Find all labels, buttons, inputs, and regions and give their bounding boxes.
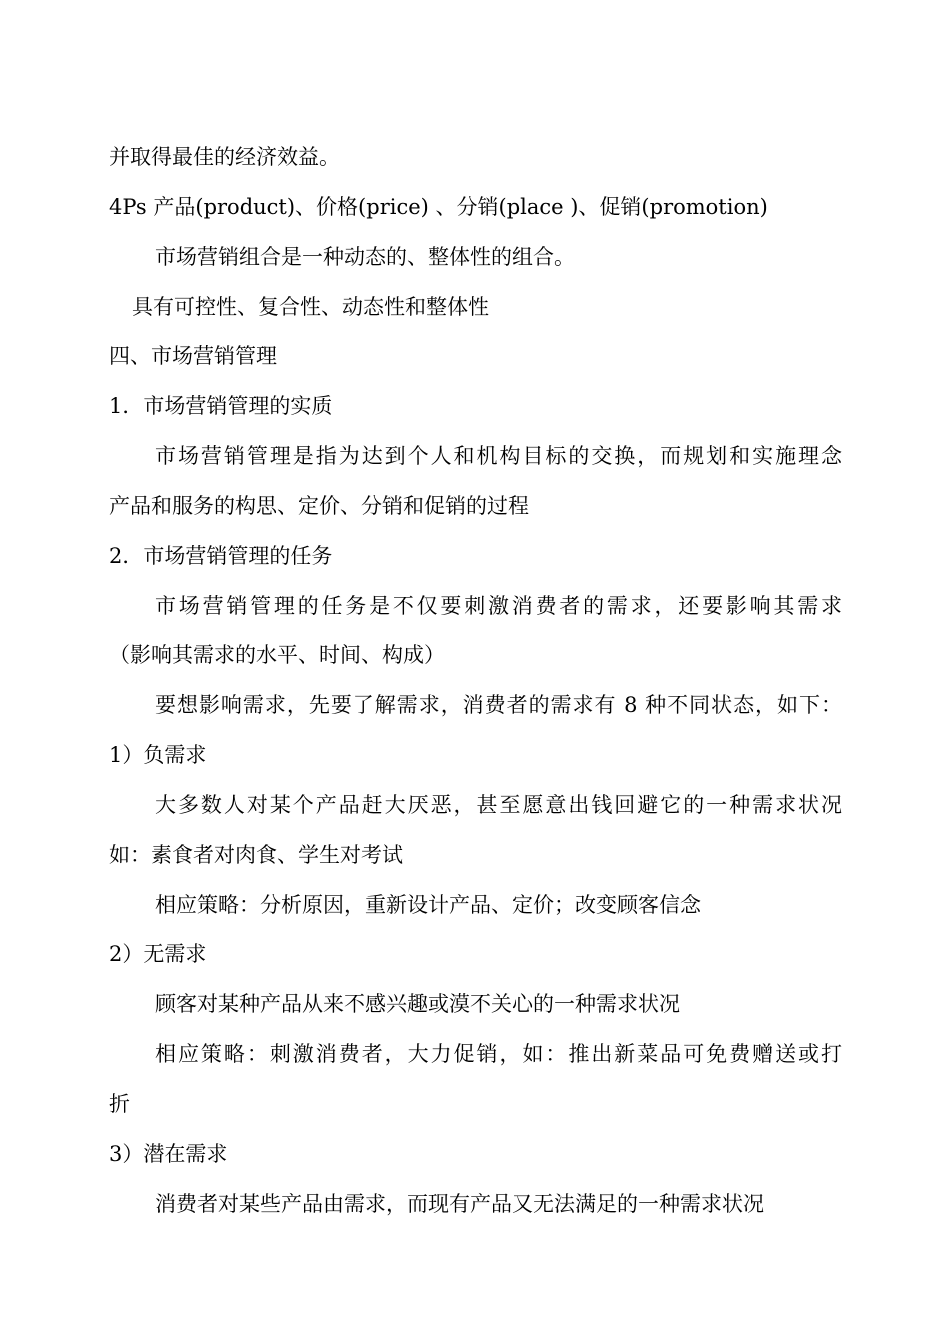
text-line: 消费者对某些产品由需求，而现有产品又无法满足的一种需求状况 xyxy=(155,1192,764,1216)
text-line: 产品和服务的构思、定价、分销和促销的过程 xyxy=(109,494,529,518)
text-line: 折 xyxy=(109,1092,130,1116)
text-line: 并取得最佳的经济效益。 xyxy=(109,145,340,169)
text-line: 相应策略：刺激消费者，大力促销，如：推出新菜品可免费赠送或打 xyxy=(155,1042,842,1066)
list-item-heading: 3）潜在需求 xyxy=(109,1142,228,1166)
section-heading: 四、市场营销管理 xyxy=(109,344,277,368)
subsection-heading: 2．市场营销管理的任务 xyxy=(109,544,333,568)
text-line: 相应策略：分析原因，重新设计产品、定价；改变顾客信念 xyxy=(155,893,701,917)
text-line: 如：素食者对肉食、学生对考试 xyxy=(109,843,403,867)
list-item-heading: 1）负需求 xyxy=(109,743,207,767)
subsection-heading: 1．市场营销管理的实质 xyxy=(109,394,333,418)
text-line: 市场营销管理的任务是不仅要刺激消费者的需求，还要影响其需求 xyxy=(155,594,842,618)
list-item-heading: 2）无需求 xyxy=(109,942,207,966)
text-line: （影响其需求的水平、时间、构成） xyxy=(109,643,445,667)
text-line: 具有可控性、复合性、动态性和整体性 xyxy=(132,295,489,319)
text-line: 市场营销组合是一种动态的、整体性的组合。 xyxy=(155,245,575,269)
text-line: 要想影响需求，先要了解需求，消费者的需求有 8 种不同状态，如下： xyxy=(155,693,842,717)
text-line: 4Ps 产品(product)、价格(price) 、分销(place )、促销(promotion) xyxy=(109,195,768,219)
text-line: 顾客对某种产品从来不感兴趣或漠不关心的一种需求状况 xyxy=(155,992,680,1016)
text-line: 市场营销管理是指为达到个人和机构目标的交换，而规划和实施理念 xyxy=(155,444,842,468)
text-line: 大多数人对某个产品赶大厌恶，甚至愿意出钱回避它的一种需求状况 xyxy=(155,793,842,817)
